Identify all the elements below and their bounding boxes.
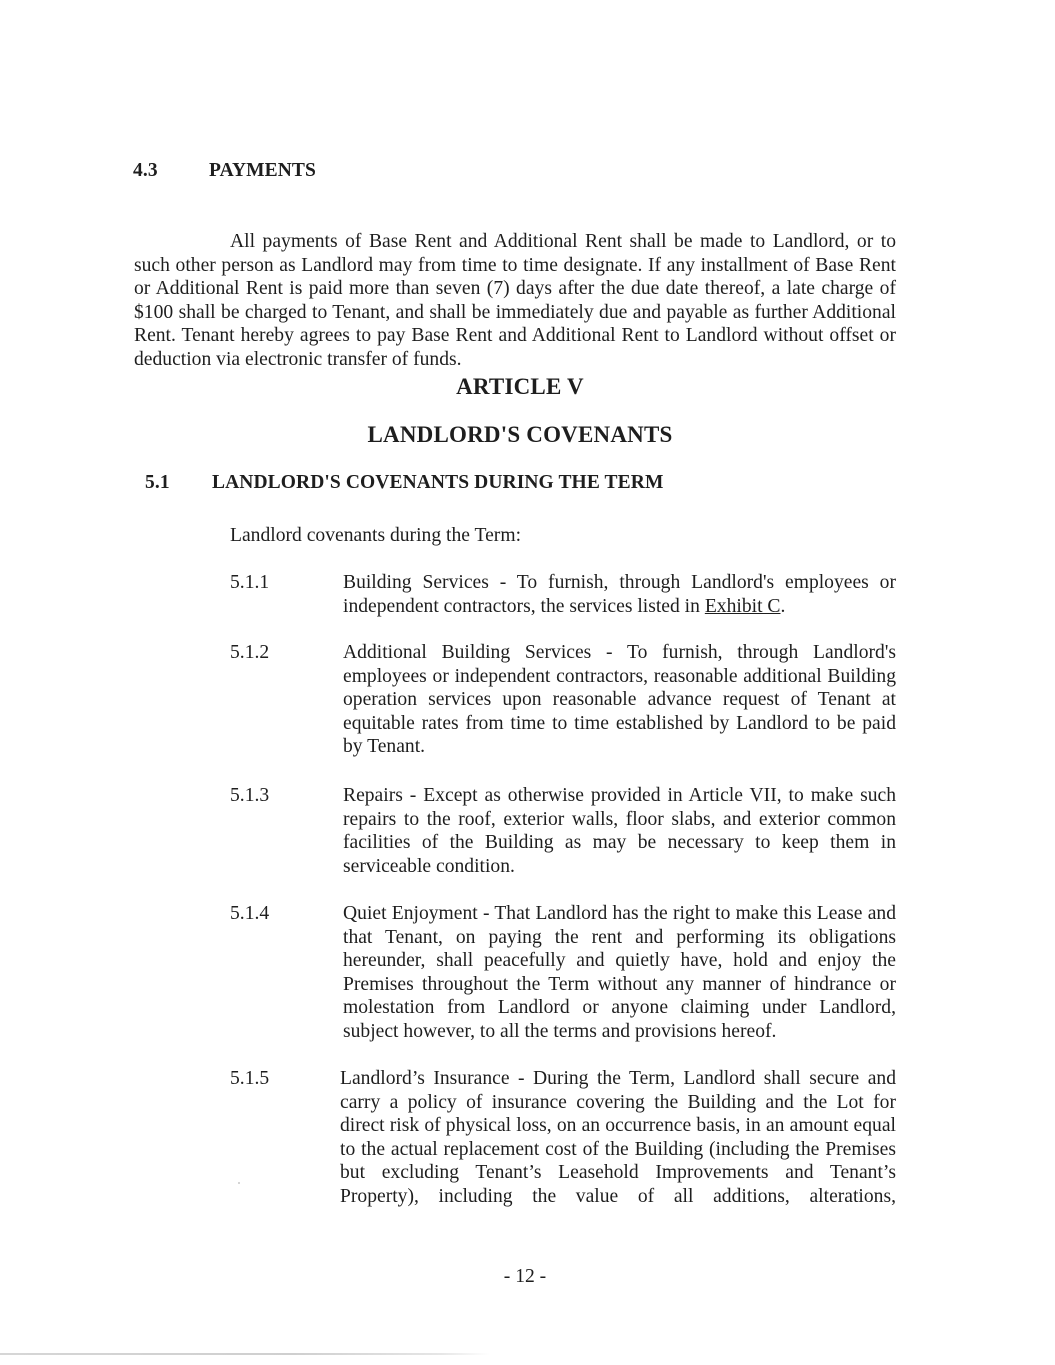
scan-artifact [238,1182,240,1184]
item-text: Additional Building Services - To furnish, through Landlord's employees or independent contractors, reasonable additional Building operation services upon reasonable advance request of Tenant at equitable rates from time to time established by Landlord to be paid by Tenant. [343,642,896,758]
item-number: 5.1.5 [230,1068,270,1089]
section-title: LANDLORD'S COVENANTS DURING THE TERM [212,472,664,493]
item-text: Repairs - Except as otherwise provided in Article VII, to make such repairs to the roof, exterior walls, floor slabs, and exterior common facilities of the Building as may be necessary to keep them in serviceable condition. [343,785,896,877]
page-number: - 12 - [503,1266,547,1287]
item-number: 5.1.3 [230,785,270,806]
item-text: Landlord’s Insurance - During the Term, Landlord shall secure and carry a policy of insurance covering the Building and the Lot for direct risk of physical loss, on an occurrence basis, in an amount equal to the actual replacement cost of the Building (including the Premises but excluding Tenant’s Leasehold Improvements and Tenant’s Property), including the value of all additions, alterations, [340,1068,896,1207]
item-text: Quiet Enjoyment - That Landlord has the right to make this Lease and that Tenant, on paying the rent and performing its obligations hereunder, shall peacefully and quietly have, hold and enjoy the Premises throughout the Term without any manner of hindrance or molestation from Landlord or anyone claiming under Landlord, subject however, to all the terms and provisions hereof. [343,903,896,1042]
article-label: ARTICLE V [456,374,584,399]
item-number: 5.1.4 [230,903,270,924]
section-heading-5-1 [0,472,1055,498]
covenants-intro: Landlord covenants during the Term: [230,525,522,546]
item-number: 5.1.2 [230,642,270,663]
section-heading-4-3 [0,160,1055,186]
scan-edge-line [0,1353,490,1355]
section-number: 4.3 [133,160,158,181]
item-text [343,571,896,618]
item-text-body: Building Services - To furnish, through Landlord's employees or independent contractors, the services listed in [343,572,896,617]
section-number: 5.1 [145,472,170,493]
exhibit-c-reference: Exhibit C [704,595,781,617]
item-text-end: . [780,595,786,617]
article-title: LANDLORD'S COVENANTS [367,422,673,447]
section-title: PAYMENTS [209,160,316,181]
payments-paragraph-text: All payments of Base Rent and Additional Rent shall be made to Landlord, or to such other person as Landlord may from time to time designate. If any installment of Base Rent or Additional Rent is paid more than seven (7) days after the due date thereof, a late charge of $100 shall be charged to Tenant, and shall be immediately due and payable as further Additional Rent. Tenant hereby agrees to pay Base Rent and Additional Rent to Landlord without offset or deduction via electronic transfer of funds. [134,231,896,370]
item-number: 5.1.1 [230,572,270,593]
payments-paragraph [134,230,896,372]
